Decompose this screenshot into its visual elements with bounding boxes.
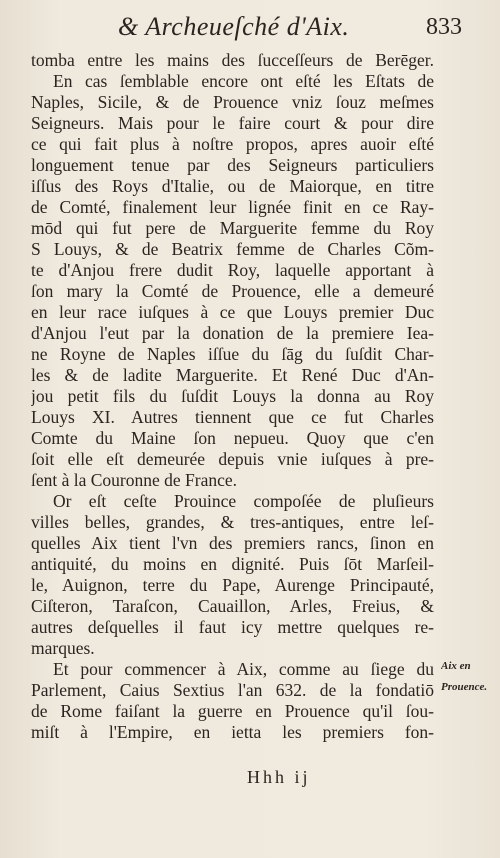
text-line: S Louys, & de Beatrix femme de Charles Cõm- [31, 239, 434, 259]
margin-note-line-2: Prouence. [441, 681, 488, 693]
text-line: ce qui fait plus à noſtre propos, apres auoir eſté [31, 134, 434, 154]
text-line: ne Royne de Naples iſſue du ſāg du ſuſdit Char- [31, 344, 434, 364]
text-line: villes belles, grandes, & tres-antiques, entre leſ- [31, 512, 434, 532]
text-line: quelles Aix tient l'vn des premiers rancs, ſinon en [31, 533, 434, 553]
text-line: Comte du Maine ſon nepueu. Quoy que c'en [31, 428, 434, 448]
text-line: Louys XI. Autres tiennent que ce fut Charles [31, 407, 434, 427]
text-line: jou petit fils du ſuſdit Louys la donna au Roy [31, 386, 434, 406]
text-line: longuement tenue par des Seigneurs particuliers [31, 155, 434, 175]
text-line: les & de ladite Marguerite. Et René Duc d'An- [31, 365, 434, 385]
text-line: ſent à la Couronne de France. [31, 470, 238, 490]
text-line: ſoit elle eſt demeurée depuis vnie iuſques à pre- [31, 449, 434, 469]
text-line: ſon mary la Comté de Prouence, elle a demeuré [31, 281, 434, 301]
text-line: Parlement, Caius Sextius l'an 632. de la fondatiō [31, 680, 434, 700]
text-line: de Rome faiſant la guerre en Prouence qu'il ſou- [31, 701, 434, 721]
page-number: 833 [426, 14, 462, 40]
body-text [31, 50, 434, 743]
text-line: Ciſteron, Taraſcon, Cauaillon, Arles, Freius, & [31, 596, 434, 616]
text-line: En cas ſemblable encore ont eſté les Eſtats de [53, 71, 434, 91]
text-line: Naples, Sicile, & de Prouence vniz ſouz meſmes [31, 92, 434, 112]
text-line: le, Auignon, terre du Pape, Aurenge Principauté, [31, 575, 434, 595]
text-line: Or eſt ceſte Prouince compoſée de pluſieurs [53, 491, 434, 511]
signature-mark: Hhh ij [247, 767, 311, 787]
running-title: & Archeueſché d'Aix. [118, 12, 350, 41]
text-line: en leur race iuſques à ce que Louys premier Duc [31, 302, 434, 322]
text-line: antiquité, du moins en dignité. Puis ſōt Marſeil- [31, 554, 434, 574]
text-line: Et pour commencer à Aix, comme au ſiege du [53, 659, 434, 679]
text-line: de Comté, finalement leur lignée finit en ce Ray- [31, 197, 434, 217]
page-header [0, 12, 500, 44]
text-line: tomba entre les mains des ſucceſſeurs de Berēger. [31, 50, 434, 70]
text-line: Seigneurs. Mais pour le faire court & pour dire [31, 113, 434, 133]
margin-note-line-1: Aix en [441, 660, 471, 672]
text-line: d'Anjou l'eut par la donation de la premiere Iea- [31, 323, 434, 343]
text-line: miſt à l'Empire, en ietta les premiers fon- [31, 722, 434, 742]
text-line: marques. [31, 638, 95, 658]
text-line: te d'Anjou frere dudit Roy, laquelle apportant à [31, 260, 434, 280]
text-line: mōd qui fut pere de Marguerite femme du Roy [31, 218, 434, 238]
text-line: iſſus des Roys d'Italie, ou de Maiorque, en titre [31, 176, 434, 196]
text-line: autres deſquelles il faut icy mettre quelques re- [31, 617, 434, 637]
